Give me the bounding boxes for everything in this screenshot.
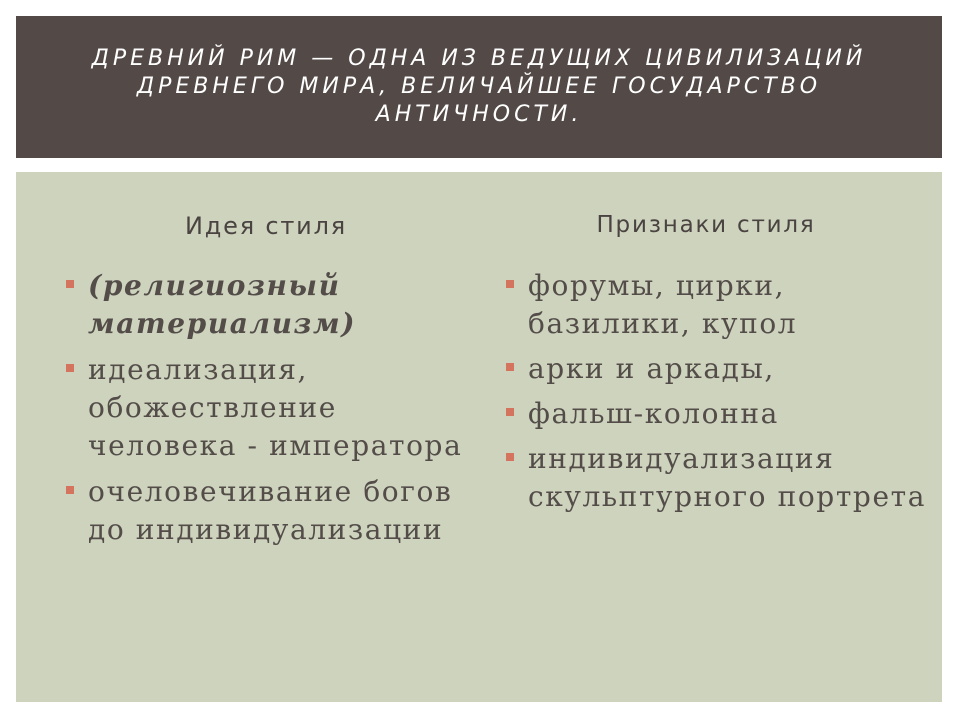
list-item-text: очеловечивание богов до индивидуализации — [88, 475, 453, 546]
list-item — [506, 350, 926, 388]
content-band — [16, 172, 942, 702]
list-item — [506, 267, 926, 343]
left-bullet-list — [66, 267, 466, 557]
list-item — [66, 351, 466, 465]
square-bullet-icon — [506, 280, 514, 288]
list-item-text: индивидуализация скульптурного портрета — [528, 442, 926, 513]
title-band — [16, 16, 942, 158]
list-item — [66, 473, 466, 549]
list-item-text: идеализация, обожествление человека - императора — [88, 353, 463, 462]
list-item-text: форумы, цирки, базилики, купол — [528, 269, 798, 340]
list-item-text: арки и аркады, — [528, 352, 775, 385]
list-item-text: (религиозный материализм) — [88, 269, 357, 340]
list-item — [66, 267, 466, 343]
list-item — [506, 440, 926, 516]
left-column-heading: Идея стиля — [185, 212, 347, 240]
square-bullet-icon — [506, 408, 514, 416]
right-column-heading: Признаки стиля — [596, 212, 816, 238]
right-bullet-list — [506, 267, 926, 523]
square-bullet-icon — [506, 453, 514, 461]
square-bullet-icon — [66, 280, 74, 288]
list-item — [506, 395, 926, 433]
square-bullet-icon — [66, 486, 74, 494]
list-item-text: фальш-колонна — [528, 397, 779, 430]
square-bullet-icon — [506, 363, 514, 371]
square-bullet-icon — [66, 364, 74, 372]
slide-title: ДРЕВНИЙ РИМ — ОДНА ИЗ ВЕДУЩИХ ЦИВИЛИЗАЦИЙ ДРЕВНЕГО МИРА, ВЕЛИЧАЙШЕЕ ГОСУДАРСТВО АНТИЧНОСТИ. — [91, 46, 867, 127]
